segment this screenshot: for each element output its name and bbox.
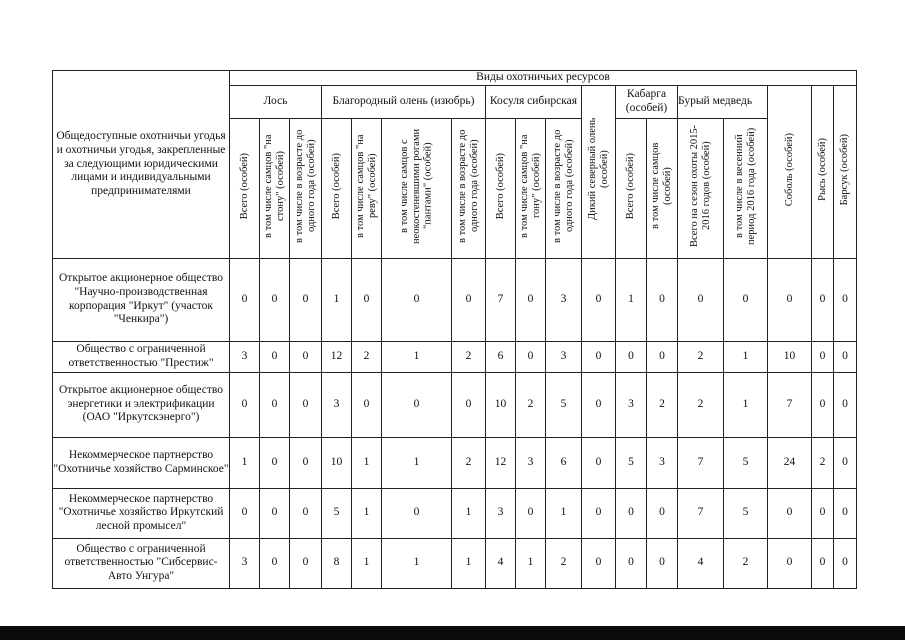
table-row [53, 258, 857, 341]
value-cell: 0 [290, 488, 322, 538]
value-cell: 3 [486, 488, 516, 538]
value-cell: 1 [724, 341, 768, 372]
value-cell: 2 [352, 341, 382, 372]
value-cell: 3 [616, 372, 647, 437]
value-cell: 0 [582, 538, 616, 588]
value-cell: 5 [724, 437, 768, 488]
org-name-cell: Общество с ограниченной ответственностью "Престиж" [53, 341, 230, 372]
value-cell: 2 [516, 372, 546, 437]
value-cell: 0 [582, 437, 616, 488]
value-cell: 0 [352, 258, 382, 341]
value-cell: 0 [452, 258, 486, 341]
value-cell: 0 [582, 258, 616, 341]
value-cell: 0 [290, 341, 322, 372]
value-cell: 0 [260, 341, 290, 372]
org-name-cell: Открытое акционерное общество энергетики и электрификации (ОАО "Иркутскэнерго") [53, 372, 230, 437]
value-cell: 0 [352, 372, 382, 437]
value-cell: 3 [230, 538, 260, 588]
value-cell: 0 [260, 372, 290, 437]
value-cell: 0 [768, 258, 812, 341]
col-moose-total: Всего (особей) [230, 118, 260, 258]
value-cell: 0 [382, 488, 452, 538]
value-cell: 1 [382, 341, 452, 372]
col-reddeer-total: Всего (особей) [322, 118, 352, 258]
table-row [53, 341, 857, 372]
value-cell: 10 [486, 372, 516, 437]
value-cell: 1 [352, 437, 382, 488]
value-cell: 0 [260, 538, 290, 588]
value-cell: 0 [382, 258, 452, 341]
value-cell: 10 [768, 341, 812, 372]
group-musk-deer: Кабарга (особей) [616, 85, 678, 118]
value-cell: 0 [260, 258, 290, 341]
page-bottom-edge [0, 626, 905, 640]
value-cell: 0 [647, 538, 678, 588]
col-roe-males: в том числе самцов "на гону" (особей) [516, 118, 546, 258]
value-cell: 6 [486, 341, 516, 372]
table-row [53, 372, 857, 437]
value-cell: 0 [834, 538, 857, 588]
col-roe-total: Всего (особей) [486, 118, 516, 258]
value-cell: 2 [724, 538, 768, 588]
value-cell: 4 [486, 538, 516, 588]
value-cell: 0 [812, 258, 834, 341]
value-cell: 0 [834, 341, 857, 372]
col-bear-spring: в том числе в весенний период 2016 года (особей) [724, 118, 768, 258]
value-cell: 0 [834, 437, 857, 488]
value-cell: 0 [678, 258, 724, 341]
value-cell: 0 [834, 488, 857, 538]
col-sable: Соболь (особей) [768, 85, 812, 258]
value-cell: 0 [230, 372, 260, 437]
col-badger: Барсук (особей) [834, 85, 857, 258]
value-cell: 12 [322, 341, 352, 372]
value-cell: 0 [647, 488, 678, 538]
value-cell: 0 [452, 372, 486, 437]
value-cell: 7 [678, 437, 724, 488]
value-cell: 1 [452, 538, 486, 588]
value-cell: 0 [290, 538, 322, 588]
value-cell: 2 [546, 538, 582, 588]
value-cell: 0 [582, 341, 616, 372]
value-cell: 1 [452, 488, 486, 538]
value-cell: 2 [452, 341, 486, 372]
table-row [53, 538, 857, 588]
value-cell: 0 [812, 341, 834, 372]
value-cell: 2 [678, 372, 724, 437]
group-moose: Лось [230, 85, 322, 118]
value-cell: 0 [582, 488, 616, 538]
value-cell: 3 [516, 437, 546, 488]
value-cell: 3 [322, 372, 352, 437]
col-reddeer-young: в том числе в возрасте до одного года (особей) [452, 118, 486, 258]
col-reindeer: Дикий северный олень (особей) [582, 85, 616, 258]
value-cell: 0 [768, 538, 812, 588]
hunting-quota-table [52, 70, 857, 589]
col-musk-total: Всего (особей) [616, 118, 647, 258]
value-cell: 0 [616, 341, 647, 372]
value-cell: 0 [616, 488, 647, 538]
value-cell: 3 [546, 341, 582, 372]
value-cell: 0 [516, 341, 546, 372]
value-cell: 0 [230, 258, 260, 341]
value-cell: 1 [546, 488, 582, 538]
org-name-cell: Некоммерческое партнерство "Охотничье хозяйство Иркутский лесной промысел" [53, 488, 230, 538]
value-cell: 1 [230, 437, 260, 488]
value-cell: 2 [812, 437, 834, 488]
group-bear: Бурый медведь [678, 85, 768, 118]
resource-types-header: Виды охотничьих ресурсов [230, 71, 857, 86]
col-moose-young: в том числе в возрасте до одного года (особей) [290, 118, 322, 258]
value-cell: 0 [812, 488, 834, 538]
value-cell: 0 [812, 372, 834, 437]
value-cell: 1 [516, 538, 546, 588]
value-cell: 5 [322, 488, 352, 538]
col-bear-season: Всего на сезон охоты 2015-2016 годов (особей) [678, 118, 724, 258]
value-cell: 0 [768, 488, 812, 538]
value-cell: 0 [647, 258, 678, 341]
value-cell: 0 [582, 372, 616, 437]
col-moose-males: в том числе самцов "на стону" (особей) [260, 118, 290, 258]
value-cell: 0 [834, 372, 857, 437]
value-cell: 1 [382, 538, 452, 588]
group-red-deer: Благородный олень (изюбрь) [322, 85, 486, 118]
value-cell: 0 [230, 488, 260, 538]
row-header-cell: Общедоступные охотничьи угодья и охотничьи угодья, закрепленные за следующими юридическими лицами и индивидуальными предпринимателями [53, 71, 230, 259]
org-name-cell: Некоммерческое партнерство "Охотничье хозяйство Сарминское" [53, 437, 230, 488]
value-cell: 0 [260, 488, 290, 538]
value-cell: 0 [516, 488, 546, 538]
value-cell: 1 [382, 437, 452, 488]
table-row [53, 437, 857, 488]
value-cell: 0 [290, 372, 322, 437]
col-lynx: Рысь (особей) [812, 85, 834, 258]
group-roe-deer: Косуля сибирская [486, 85, 582, 118]
value-cell: 0 [812, 538, 834, 588]
value-cell: 12 [486, 437, 516, 488]
org-name-cell: Открытое акционерное общество "Научно-производственная корпорация "Иркут" (участок "Ченкира") [53, 258, 230, 341]
value-cell: 1 [724, 372, 768, 437]
col-reddeer-males: в том числе самцов "на реву" (особей) [352, 118, 382, 258]
value-cell: 4 [678, 538, 724, 588]
value-cell: 0 [724, 258, 768, 341]
value-cell: 7 [768, 372, 812, 437]
value-cell: 7 [678, 488, 724, 538]
col-roe-young: в том числе в возрасте до одного года (особей) [546, 118, 582, 258]
value-cell: 5 [616, 437, 647, 488]
col-musk-males: в том числе самцов (особей) [647, 118, 678, 258]
value-cell: 5 [724, 488, 768, 538]
value-cell: 0 [260, 437, 290, 488]
value-cell: 1 [616, 258, 647, 341]
value-cell: 7 [486, 258, 516, 341]
value-cell: 2 [647, 372, 678, 437]
value-cell: 24 [768, 437, 812, 488]
col-reddeer-antlers: в том числе самцов с неокостеневшими рогами "пантами" (особей) [382, 118, 452, 258]
value-cell: 0 [290, 437, 322, 488]
value-cell: 3 [230, 341, 260, 372]
value-cell: 1 [352, 538, 382, 588]
value-cell: 2 [452, 437, 486, 488]
value-cell: 8 [322, 538, 352, 588]
value-cell: 5 [546, 372, 582, 437]
table-row [53, 488, 857, 538]
value-cell: 2 [678, 341, 724, 372]
org-name-cell: Общество с ограниченной ответственностью "Сибсервис-Авто Унгура" [53, 538, 230, 588]
value-cell: 0 [516, 258, 546, 341]
value-cell: 6 [546, 437, 582, 488]
value-cell: 0 [382, 372, 452, 437]
value-cell: 0 [834, 258, 857, 341]
value-cell: 3 [546, 258, 582, 341]
value-cell: 1 [352, 488, 382, 538]
value-cell: 0 [290, 258, 322, 341]
value-cell: 1 [322, 258, 352, 341]
value-cell: 10 [322, 437, 352, 488]
table-body [53, 258, 857, 588]
value-cell: 0 [616, 538, 647, 588]
value-cell: 0 [647, 341, 678, 372]
value-cell: 3 [647, 437, 678, 488]
